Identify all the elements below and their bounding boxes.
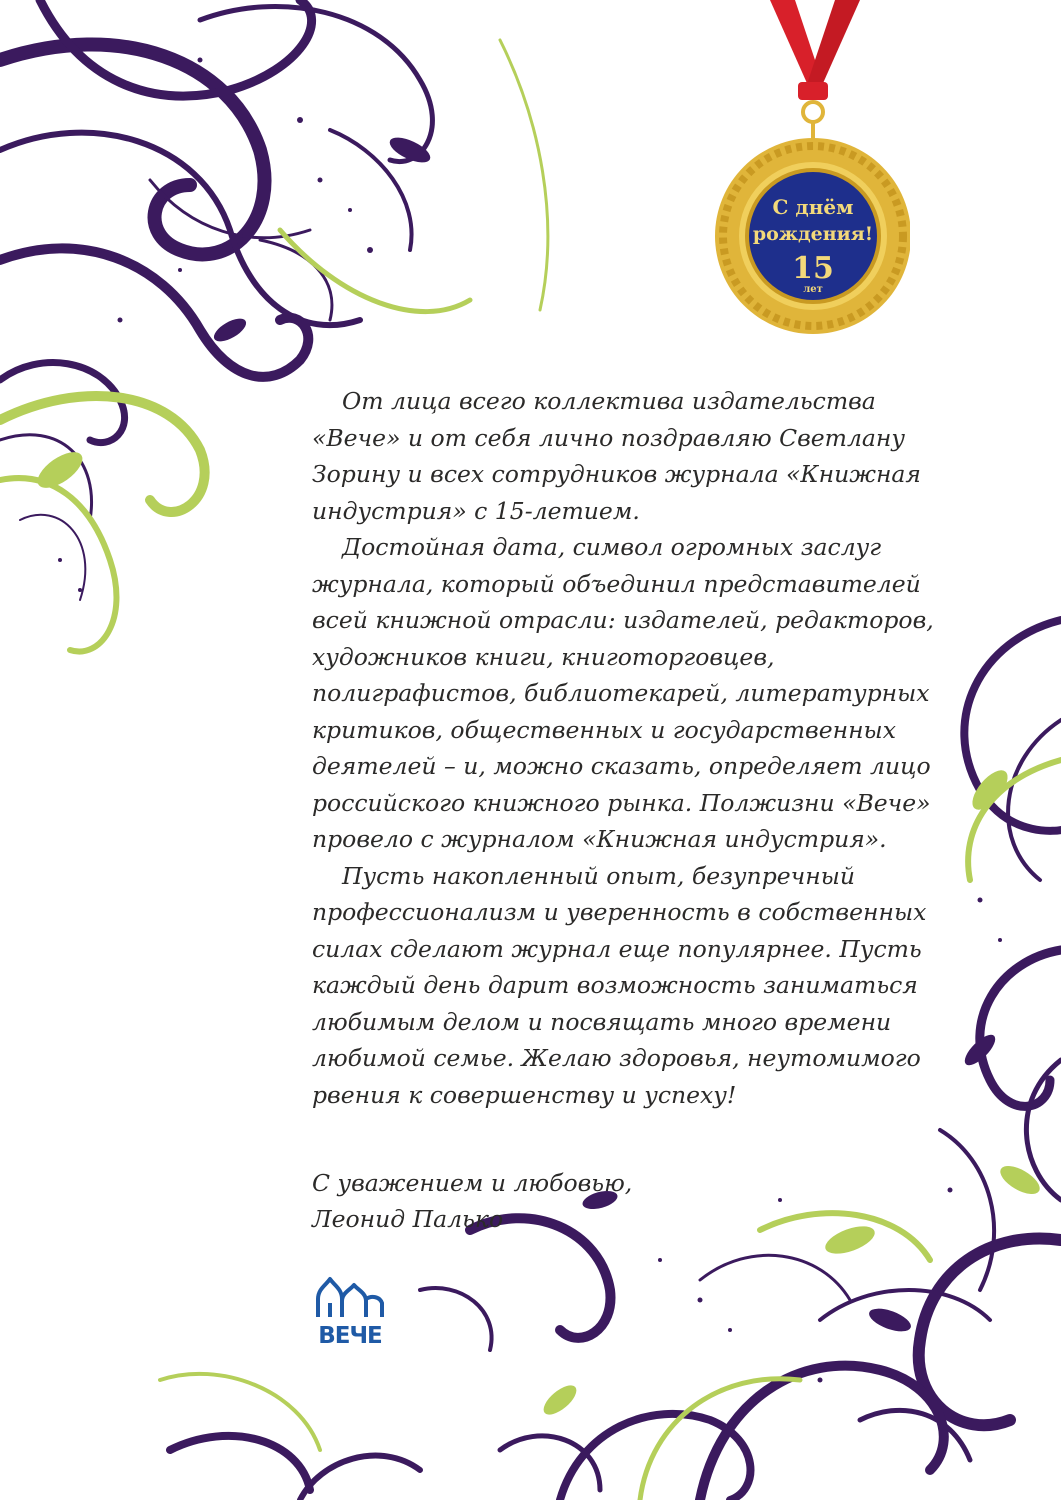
medal-line2: рождения!	[752, 223, 874, 245]
ribbon-right	[805, 0, 860, 90]
signature-name: Леонид Палько	[312, 1205, 504, 1233]
greeting-letter	[312, 383, 952, 1113]
medal-line1: С днём	[772, 195, 854, 219]
closing-phrase: С уважением и любовью,	[312, 1169, 633, 1197]
letter-closing	[312, 1165, 632, 1237]
medal-unit: лет	[803, 284, 823, 295]
letter-paragraph-3: Пусть накопленный опыт, безупречный профессионализм и уверенность в собственных силах сделают журнал еще популярнее. Пусть каждый день дарит возможность заниматься любимым делом и посвящать много времени любимой семье. Желаю здоровья, неутомимого рвения к совершенству и успеху!	[312, 861, 927, 1109]
letter-paragraph-2: Достойная дата, символ огромных заслуг журнала, который объединил представителей всей книжной отрасли: издателей, редакторов, художников книги, книготорговцев, полиграфистов, библиотекарей, литературных критиков, общественных и государственных деятелей – и, можно сказать, определяет лицо российского книжного рынка. Полжизни «Вече» провело с журналом «Книжная индустрия».	[312, 533, 934, 853]
medal-number: 15	[792, 251, 834, 286]
logo-text: ВЕЧЕ	[318, 1323, 382, 1349]
letter-paragraph-1: От лица всего коллектива издательства «Вече» и от себя лично поздравляю Светлану Зорину и всех сотрудников журнала «Книжная индустрия» с 15-летием.	[312, 387, 921, 525]
medal-image	[700, 0, 910, 340]
veche-logo	[310, 1275, 390, 1350]
